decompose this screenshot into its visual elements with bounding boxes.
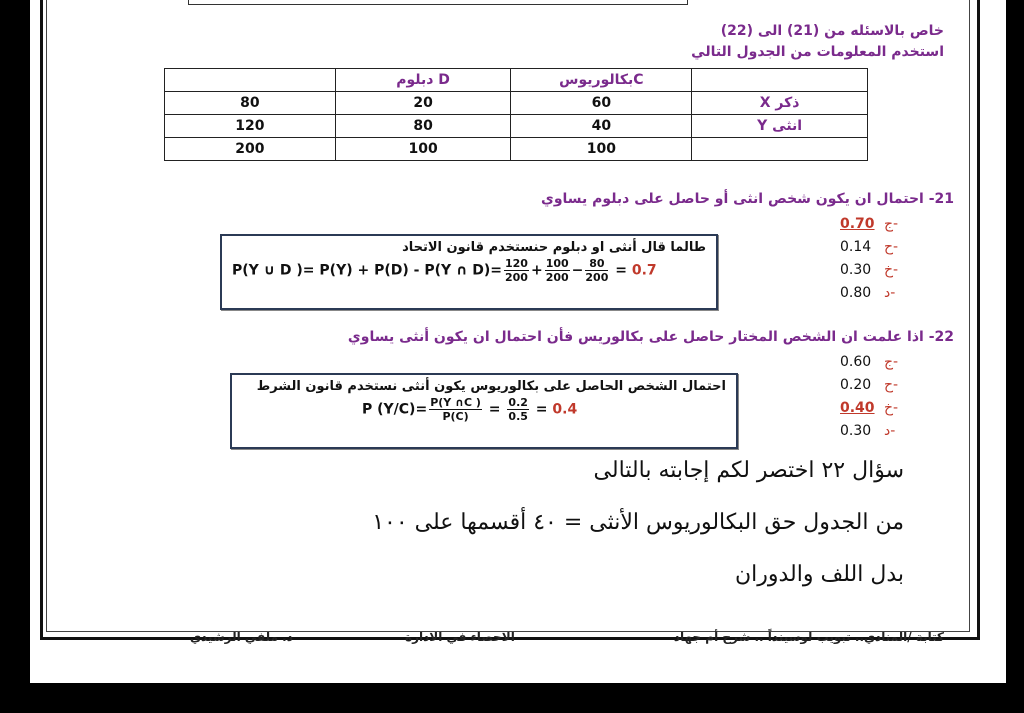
table-cell: [165, 69, 336, 92]
table-cell: 40: [511, 115, 692, 138]
data-table: [164, 68, 868, 161]
solution-result: 0.4: [552, 401, 578, 418]
table-cell: 80: [335, 115, 511, 138]
footer-course: الاحصاء في الادارة: [405, 630, 515, 644]
table-cell: 100: [511, 138, 692, 161]
section-subheading: استخدم المعلومات من الجدول التالي: [691, 44, 944, 60]
footer-credits: كتابة /المنادي.. تبويب لوسينداً .. شرح أم جهاد: [673, 630, 944, 644]
option-b: 0.20 ح-: [840, 377, 899, 393]
handwritten-note-line-1: سؤال ٢٢ اختصر لكم إجابته بالتالى: [593, 458, 904, 483]
previous-box-edge: [188, 0, 688, 5]
table-cell: 200: [165, 138, 336, 161]
question-22: 22- اذا علمت ان الشخص المختار حاصل على بكالوريس فأن احتمال ان يكون أنثى يساوي: [347, 329, 954, 345]
table-cell: 60: [511, 92, 692, 115]
option-d: 0.30 د-: [840, 423, 896, 439]
table-cell: 20: [335, 92, 511, 115]
option-a: 0.70 ج-: [840, 216, 899, 232]
section-heading: خاص بالاسئله من (21) الى (22): [720, 23, 944, 39]
table-header-bachelor: بكالوريوسC: [511, 69, 692, 92]
table-row-label: ذكر X: [692, 92, 868, 115]
option-c: 0.30 خ-: [840, 262, 899, 278]
table-cell: [692, 69, 868, 92]
table-cell: 80: [165, 92, 336, 115]
handwritten-note-line-2: من الجدول حق البكالوريوس الأنثى = ٤٠ أقسمها على ١٠٠: [372, 510, 904, 535]
solution-box-22: [230, 373, 738, 449]
table-row: [165, 115, 868, 138]
solution-title: احتمال الشخص الحاصل على بكالوريوس يكون أنثى نستخدم قانون الشرط: [256, 379, 726, 394]
table-cell: [692, 138, 868, 161]
solution-formula: P(Y ∪ D )= P(Y) + P(D) - P(Y ∩ D)= $\frac{120}{200}$ + $\frac{100}{200}$ − $\frac{80}{200}$ = 0.7: [232, 257, 657, 284]
table-cell: 100: [335, 138, 511, 161]
table-row: [165, 92, 868, 115]
table-row-label: انثى Y: [692, 115, 868, 138]
option-d: 0.80 د-: [840, 285, 896, 301]
option-b: 0.14 ح-: [840, 239, 899, 255]
solution-title: طالما قال أنثى او دبلوم حنستخدم قانون الاتحاد: [402, 240, 706, 255]
table-header-diploma: دبلوم D: [335, 69, 511, 92]
table-cell: 120: [165, 115, 336, 138]
table-row: [165, 138, 868, 161]
option-a: 0.60 ج-: [840, 354, 899, 370]
footer-author: د. ملفي الرشيدي: [190, 630, 293, 644]
handwritten-note-line-3: بدل اللف والدوران: [734, 562, 904, 587]
table-header-row: [165, 69, 868, 92]
solution-formula: P (Y/C)= $\frac{P(Y \cap C )}{P(C)}$ = $\frac{0.2}{0.5}$ = 0.4: [362, 396, 578, 423]
question-21: 21- احتمال ان يكون شخص انثى أو حاصل على دبلوم يساوي: [541, 191, 954, 207]
solution-box-21: [220, 234, 718, 310]
option-c: 0.40 خ-: [840, 400, 899, 416]
solution-result: 0.7: [631, 262, 657, 279]
